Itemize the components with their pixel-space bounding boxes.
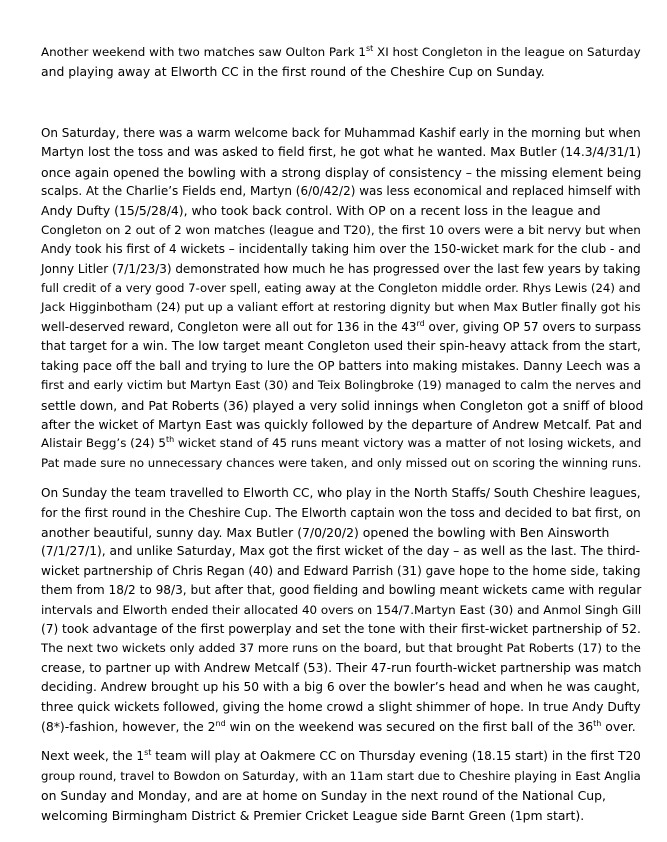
- text-line: Andy Dufty (15/5/28/4), who took back control. With OP on a recent loss in the league and: [41, 203, 601, 219]
- text-line: scalps. At the Charlie’s Fields end, Martyn (6/0/42/2) was less economical and replaced himself with: [41, 184, 641, 199]
- text-line: first and early victim but Martyn East (30) and Teix Bolingbroke (19) managed to calm the nerves and: [41, 378, 642, 393]
- text-line: Congleton on 2 out of 2 won matches (league and T20), the first 10 overs were a bit nervy but when: [41, 222, 641, 237]
- sunday-match-paragraph: [41, 484, 644, 736]
- saturday-match-paragraph: [41, 124, 644, 473]
- text-line: Andy took his first of 4 wickets – incidentally taking him over the 150-wicket mark for the club - and: [41, 242, 641, 257]
- text-line: Jonny Litler (7/1/23/3) demonstrated how much he has progressed over the last few years by taking: [41, 261, 641, 276]
- text-line: after the wicket of Martyn East was quickly followed by the departure of Andrew Metcalf. Pat and: [41, 416, 643, 432]
- text-line: Another weekend with two matches saw Oulton Park 1st XI host Congleton in the league on Saturday: [41, 44, 641, 59]
- text-line: deciding. Andrew brought up his 50 with a big 6 over the bowler’s head and when he was caught,: [41, 680, 641, 695]
- text-line: welcoming Birmingham District & Premier Cricket League side Barnt Green (1pm start).: [41, 807, 585, 823]
- text-line: another beautiful, sunny day. Max Butler (7/0/20/2) opened the bowling with Ben Ainsworth: [41, 524, 610, 540]
- document-page: [41, 43, 644, 825]
- text-line: well-deserved reward, Congleton were all out for 136 in the 43rd over, giving OP 57 overs to surpass: [41, 318, 642, 334]
- text-line: On Sunday the team travelled to Elworth CC, who play in the North Staffs/ South Cheshire leagues,: [41, 486, 641, 501]
- text-line: Martyn lost the toss and was asked to field first, he got what he wanted. Max Butler (14.3/4/31/1): [41, 145, 642, 160]
- text-line: taking pace off the ball and trying to lure the OP batters into making mistakes. Danny Leech was a: [41, 358, 641, 373]
- intro-paragraph: [41, 43, 644, 82]
- text-line: on Sunday and Monday, and are at home on Sunday in the next round of the National Cup,: [41, 788, 606, 804]
- text-line: full credit of a very good 7-over spell, eating away at the Congleton middle order. Rhys Lewis (24) and: [41, 281, 641, 296]
- text-line: settle down, and Pat Roberts (36) played a very solid innings when Congleton got a sniff of blood: [41, 397, 644, 413]
- text-line: wicket partnership of Chris Regan (40) and Edward Parrish (31) gave hope to the home side, taking: [41, 563, 641, 578]
- text-line: three quick wickets followed, giving the home crowd a slight shimmer of hope. In true Andy Dufty: [41, 699, 641, 714]
- text-line: Alistair Begg’s (24) 5th wicket stand of 45 runs meant victory was a matter of not losing wickets, and: [41, 435, 642, 451]
- text-line: group round, travel to Bowdon on Saturday, with an 11am start due to Cheshire playing in East Anglia: [41, 768, 641, 783]
- text-line: crease, to partner up with Andrew Metcalf (53). Their 47-run fourth-wicket partnership was match: [41, 660, 642, 675]
- text-line: and playing away at Elworth CC in the first round of the Cheshire Cup on Sunday.: [41, 64, 545, 80]
- text-line: (7) took advantage of the first powerplay and set the tone with their first-wicket partnership of 52.: [41, 621, 641, 636]
- text-line: for the first round in the Cheshire Cup. The Elworth captain won the toss and decided to bat first, on: [41, 505, 641, 520]
- text-line: Pat made sure no unnecessary chances were taken, and only missed out on scoring the winning runs.: [41, 455, 642, 470]
- text-line: them from 18/2 to 98/3, but after that, good fielding and bowling meant wickets came with regular: [41, 583, 642, 598]
- text-line: Next week, the 1st team will play at Oakmere CC on Thursday evening (18.15 start) in the first T20: [41, 748, 641, 764]
- text-line: that target for a win. The low target meant Congleton used their spin-heavy attack from the start,: [41, 339, 641, 354]
- text-line: On Saturday, there was a warm welcome back for Muhammad Kashif early in the morning but when: [41, 125, 641, 140]
- text-line: Jack Higginbotham (24) put up a valiant effort at restoring dignity but when Max Butler finally got his: [41, 300, 641, 315]
- text-line: The next two wickets only added 37 more runs on the board, but that brought Pat Roberts (17) to the: [41, 641, 641, 656]
- next-week-paragraph: [41, 747, 644, 825]
- text-line: intervals and Elworth ended their allocated 40 overs on 154/7.Martyn East (30) and Anmol Singh Gill: [41, 602, 642, 617]
- text-line: (8*)-fashion, however, the 2nd win on the weekend was secured on the first ball of the 36th over.: [41, 719, 636, 734]
- text-line: (7/1/27/1), and unlike Saturday, Max got the first wicket of the day – as well as the last. The third-: [41, 544, 641, 559]
- text-line: once again opened the bowling with a strong display of consistency – the missing element being: [41, 164, 642, 180]
